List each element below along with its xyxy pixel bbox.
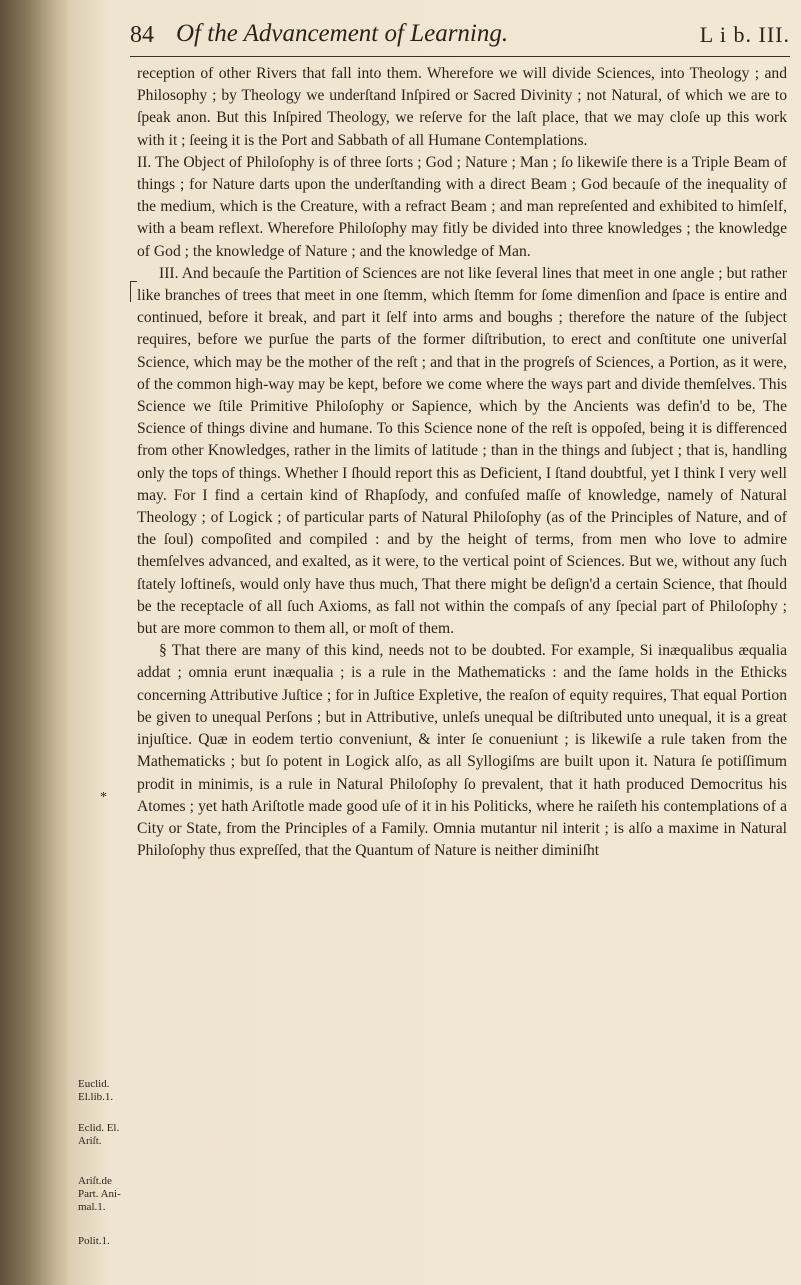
book-spine-shadow (0, 0, 70, 1285)
page-header (130, 16, 790, 57)
paragraph-2: II. The Object of Philoſophy is of three ſorts ; God ; Nature ; Man ; ſo likewiſe there is a Triple Beam of things ; for Nature darts upon the underſtanding with a direct Beam ; God becauſe of the inequality of the medium, which is the Creature, with a refract Beam ; and man repreſented and exhibited to himſelf, with a beam reflext. Wherefore Philoſophy may fitly be divided into three knowledges ; the knowledge of God ; the knowledge of Nature ; and the knowledge of Man. (137, 153, 787, 260)
margin-note-euclid: Euclid. El.lib.1. (78, 1078, 114, 1103)
paragraph-4: § That there are many of this kind, needs not to be doubted. For example, Si inæqualibus æqualia addat ; omnia erunt inæqualia ; is a rule in the Mathematicks : and the ſame holds in the Ethicks concerning Attributive Juſtice ; for in Juſtice Expletive, the reaſon of equity requires, That equal Portion be given to unequal Perſons ; but in Attributive, unleſs unequal be diſtributed unto unequal, it is a great injuſtice. Quæ in eodem tertio conveniunt, & inter ſe conueniunt ; is likewiſe a rule taken from the Mathematicks ; but ſo potent in Logick alſo, as all Syllogiſms are built upon it. Natura ſe potiſſimum prodit in minimis, is a rule in Natural Philoſophy ſo prevalent, that it hath produced Democritus his Atomes ; yet hath Ariſtotle made good uſe of it in his Politicks, where he raiſeth his contemplations of a City or State, from the Principles of a Family. Omnia mutantur nil interit ; is alſo a maxime in Natural Philoſophy thus expreſſed, that the Quantum of Nature is neither diminiſht (137, 642, 787, 860)
running-title: Of the Advancement of Learning. (176, 20, 509, 47)
paragraph-1: reception of other Rivers that fall into them. Wherefore we will divide Sciences, into Theology ; and Philosophy ; by Theology we underſtand Inſpired or Sacred Divinity ; not Natural, of which we are to ſpeak anon. But this Inſpired Theology, we reſerve for the laſt place, that we may cloſe up this work with it ; ſeeing it is the Port and Sabbath of all Humane Contemplations. (137, 65, 787, 149)
paragraph-bracket (130, 281, 137, 302)
margin-note-arist-part-anim: Ariſt.de Part. Ani- mal.1. (78, 1175, 121, 1213)
paragraph-3: III. And becauſe the Partition of Sciences are not like ſeveral lines that meet in one angle ; but rather like branches of trees that meet in one ſtemm, which ſtemm for ſome dimenſion and ſpace is entire and continued, before it break, and part it ſelf into arms and boughs ; therefore the nature of the ſubject requires, before we purſue the parts of the former diſtribution, to erect and conſtitute one univerſal Science, which may be the mother of the reſt ; and that in the progreſs of Sciences, a Portion, as it were, of the common high-way may be kept, before we come where the ways part and divide themſelves. This Science we ſtile Primitive Philoſophy or Sapience, which by the Ancients was defin'd to be, The Science of things divine and humane. To this Science none of the reſt is oppoſed, being it is differenced from other Knowledges, rather in the limits of latitude ; than in the things and ſubject ; that is, handling only the tops of things. Whether I ſhould report this as Deficient, I ſtand doubtful, yet I think I very well may. For I find a certain kind of Rhapſody, and confuſed maſſe of knowledge, namely of Natural Theology ; of Logick ; of particular parts of Natural Philoſophy (as of the Principles of Nature, and of the ſoul) compoſited and compiled : and by the height of terms, from men who love to admire themſelves advanced, and exalted, as it were, to the vertical point of Sciences. But we, without any ſuch ſtately loftineſs, would only have thus much, That there might be deſign'd a certain Science, that ſhould be the receptacle of all ſuch Axioms, as fall not within the compaſs of any ſpecial part of Philoſophy ; but are more common to them all, or moſt of them. (137, 264, 787, 638)
margin-note-polit: Polit.1. (78, 1235, 110, 1247)
margin-note-eclid-arist: Eclid. El. Ariſt. (78, 1122, 120, 1147)
page-number: 84 (130, 22, 154, 48)
book-reference: L i b. III. (699, 22, 790, 47)
margin-asterisk: * (100, 790, 107, 805)
body-text (137, 63, 787, 862)
